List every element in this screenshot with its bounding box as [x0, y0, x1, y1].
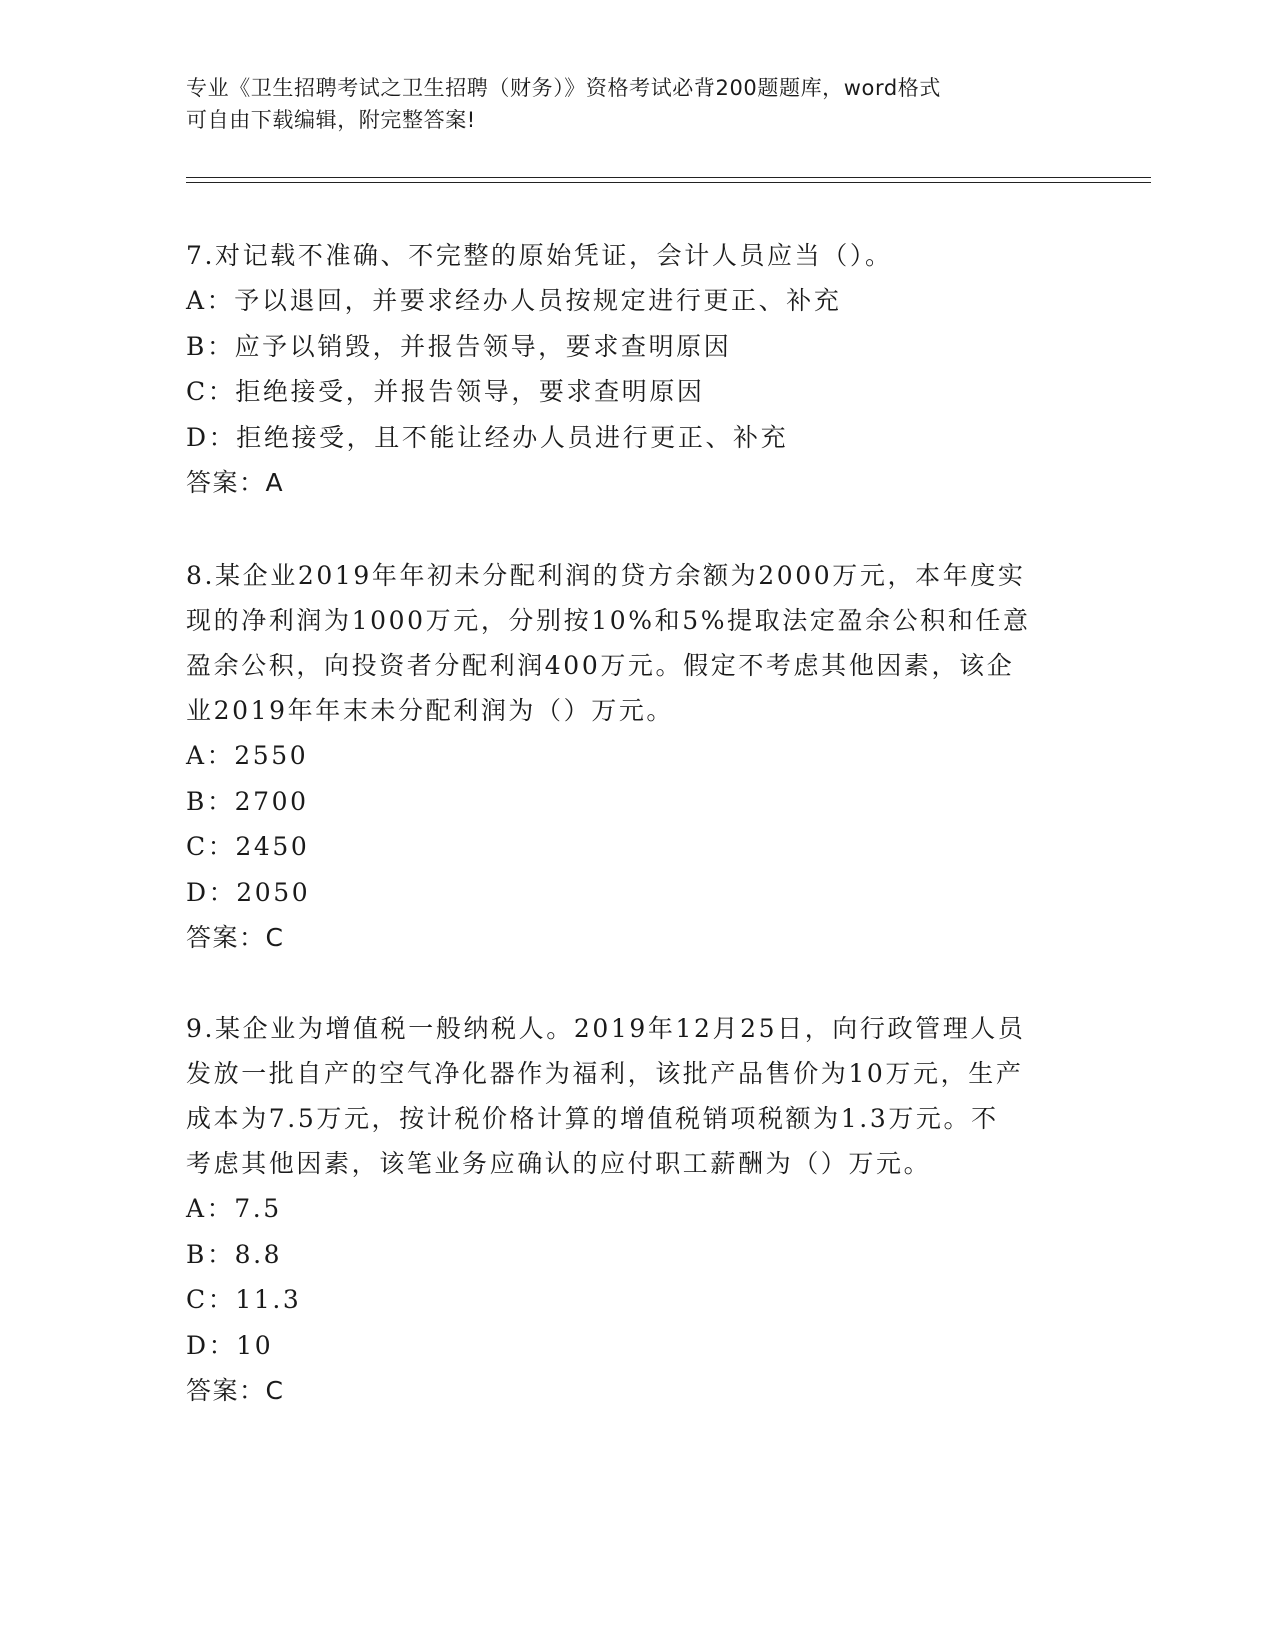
answer-option: B：2700 — [186, 786, 309, 816]
answer-option: D：10 — [186, 1330, 274, 1360]
answer-key: 答案：C — [186, 923, 285, 952]
question-stem: 业2019年年末未分配利润为（）万元。 — [186, 696, 675, 725]
answer-key: 答案：A — [186, 468, 285, 497]
question-block — [186, 233, 1086, 505]
answer-option: A：2550 — [186, 741, 309, 770]
answer-option: D：拒绝接受，且不能让经办人员进行更正、补充 — [186, 422, 789, 452]
answer-key: 答案：C — [186, 1376, 285, 1405]
answer-option: B：应予以销毁，并报告领导，要求查明原因 — [186, 331, 732, 361]
header-divider — [186, 182, 1151, 183]
header-divider — [186, 177, 1151, 178]
document-header — [186, 72, 1086, 136]
answer-option: B：8.8 — [186, 1239, 283, 1269]
question-block — [186, 553, 1086, 960]
question-stem: 考虑其他因素，该笔业务应确认的应付职工薪酬为（）万元。 — [186, 1149, 932, 1178]
answer-option: C：拒绝接受，并报告领导，要求查明原因 — [186, 377, 705, 406]
question-stem: 现的净利润为1000万元，分别按10%和5%提取法定盈余公积和任意 — [186, 606, 1031, 635]
question-stem: 发放一批自产的空气净化器作为福利，该批产品售价为10万元，生产 — [186, 1059, 1024, 1088]
question-stem: 盈余公积，向投资者分配利润400万元。假定不考虑其他因素，该企 — [186, 651, 1015, 680]
question-stem: 9.某企业为增值税一般纳税人。2019年12月25日，向行政管理人员 — [186, 1014, 1026, 1043]
answer-option: C：2450 — [186, 832, 310, 861]
question-stem: 7.对记载不准确、不完整的原始凭证，会计人员应当（）。 — [186, 241, 893, 270]
answer-option: D：2050 — [186, 877, 311, 907]
answer-option: C：11.3 — [186, 1285, 302, 1314]
answer-option: A：7.5 — [186, 1194, 282, 1223]
answer-option: A：予以退回，并要求经办人员按规定进行更正、补充 — [186, 286, 842, 315]
question-block — [186, 1006, 1086, 1413]
question-stem: 8.某企业2019年年初未分配利润的贷方余额为2000万元，本年度实 — [186, 561, 1026, 590]
question-stem: 成本为7.5万元，按计税价格计算的增值税销项税额为1.3万元。不 — [186, 1104, 999, 1133]
header-line: 可自由下载编辑，附完整答案! — [186, 108, 476, 132]
header-line: 专业《卫生招聘考试之卫生招聘（财务）》资格考试必背200题题库，word格式 — [186, 76, 941, 100]
